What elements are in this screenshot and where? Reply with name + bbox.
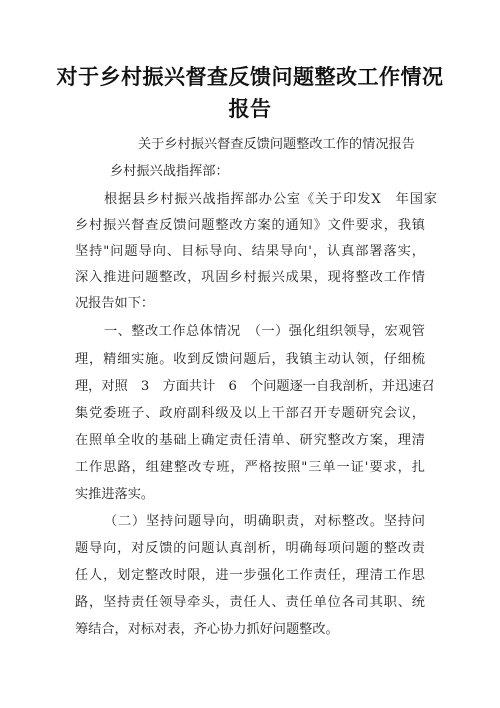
document-title-line-1: 对于乡村振兴督查反馈问题整改工作情况	[56, 65, 444, 89]
addressee: 乡村振兴战指挥部：	[110, 164, 229, 179]
paragraph-3-line-3: 任人，划定整改时限，进一步强化工作责任，理清工作思	[75, 568, 425, 583]
paragraph-2-line-6: 工作思路，组建整改专班，严格按照"三单一证'要求，扎	[75, 460, 425, 475]
paragraph-1-line-4: 深入推进问题整改，巩固乡村振兴成果，现将整改工作情	[75, 270, 425, 285]
paragraph-2-line-1: 一、整改工作总体情况 （一）强化组织领导，宏观管	[104, 324, 425, 339]
paragraph-3-line-1: （二）坚持问题导向，明确职责，对标整改。坚持问	[104, 514, 425, 529]
paragraph-1-line-3: 坚持"问题导向、目标导向、结果导向'，认真部署落实，	[75, 244, 425, 259]
paragraph-1-line-5: 况报告如下：	[75, 296, 155, 311]
paragraph-1-line-1: 根据县乡村振兴战指挥部办公室《关于印发X 年国家	[104, 192, 437, 207]
document-title-line-2: 报告	[228, 97, 272, 121]
paragraph-3-line-5: 筹结合，对标对表，齐心协力抓好问题整改。	[75, 622, 339, 637]
paragraph-2-line-2: 理，精细实施。收到反馈问题后，我镇主动认领，仔细梳	[75, 352, 425, 367]
report-heading: 关于乡村振兴督查反馈问题整改工作的情况报告	[138, 137, 415, 152]
paragraph-3-line-2: 题导向，对反馈的问题认真剖析，明确每项问题的整改责	[75, 541, 425, 556]
paragraph-3-line-4: 路，坚持责任领导牵头，责任人、责任单位各司其职、统	[75, 595, 425, 610]
paragraph-2-line-3: 理，对照 3 方面共计 6 个问题逐一自我剖析，并迅速召	[75, 379, 435, 394]
paragraph-2-line-7: 实推进落实。	[75, 487, 155, 502]
paragraph-1-line-2: 乡村振兴督查反馈问题整改方案的通知》文件要求，我镇	[75, 218, 425, 233]
paragraph-2-line-5: 在照单全收的基础上确定责任清单、研究整改方案，理清	[75, 433, 425, 448]
paragraph-2-line-4: 集党委班子、政府副科级及以上干部召开专题研究会议，	[75, 406, 425, 421]
